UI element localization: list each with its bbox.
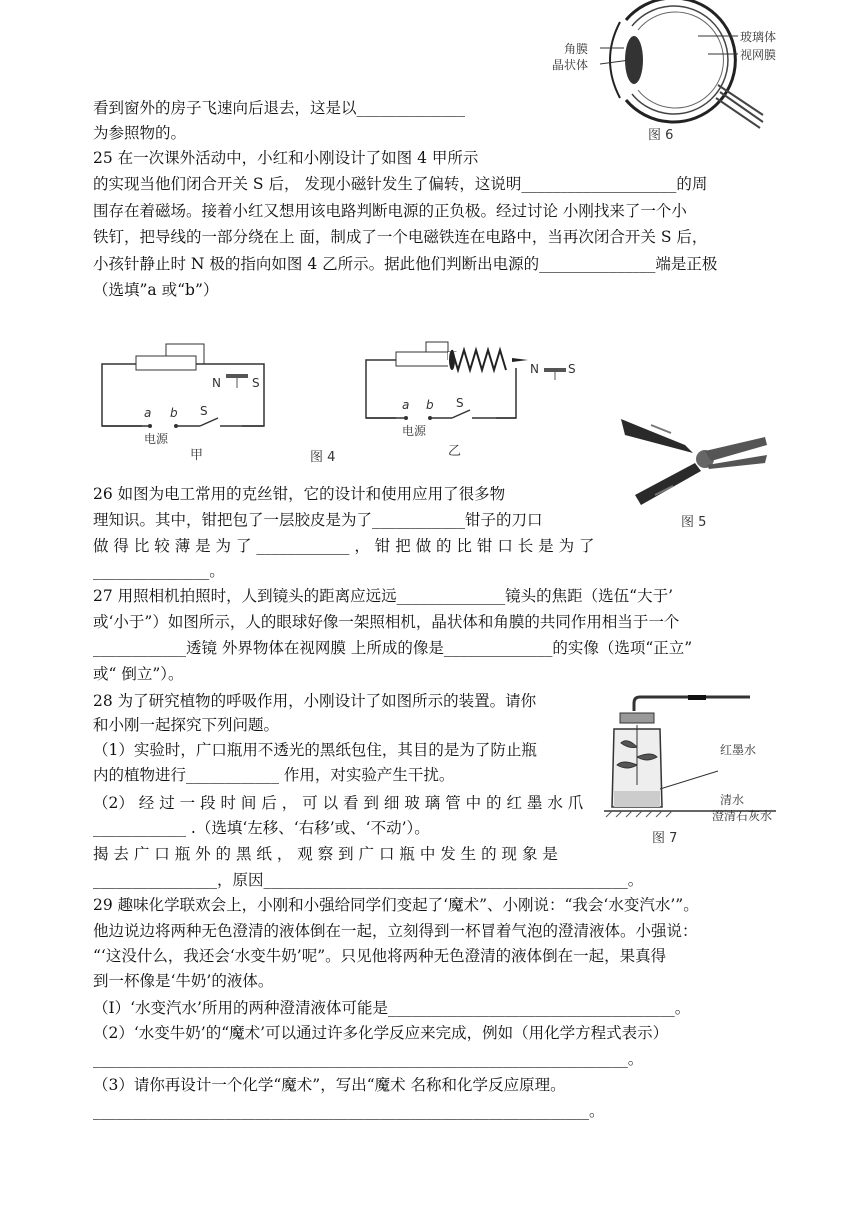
figure-6-eye — [548, 0, 778, 145]
text-line: _______________。 — [93, 562, 225, 580]
text-line: 内的植物进行____________ 作用，对实验产生干扰。 — [93, 766, 455, 784]
text-line: _____________________________________________________________________。 — [93, 1050, 644, 1068]
text-line: 铁钉，把导线的一部分绕在上 面，制成了一个电磁铁连在电路中，当再次闭合开关 S 后， — [93, 228, 708, 246]
text-line: 做 得 比 较 薄 是 为 了 ____________ ， 钳 把 做 的 比 钳 口 长 是 为 了 — [93, 537, 595, 555]
text-line: ________________________________________________________________。 — [93, 1102, 605, 1120]
text-line: （2）‘水变牛奶’的“魔术’可以通过许多化学反应来完成，例如（用化学方程式表示） — [93, 1024, 669, 1042]
label-s2-right: S — [568, 362, 576, 376]
label-s-right: S — [456, 396, 464, 410]
text-line: ____________ .（选填‘左移、‘右移’或、‘不动’）。 — [93, 819, 430, 837]
label-water: 清水 — [720, 793, 745, 807]
question-25: 25 在一次课外活动中，小红和小刚设计了如图 4 甲所示 — [93, 149, 479, 167]
figure-7-jar — [600, 695, 780, 850]
label-retina: 视网膜 — [740, 48, 777, 62]
text-line: 或“ 倒立”）。 — [93, 665, 184, 683]
text-line: “‘这没什么，我还会‘水变牛奶’呢”。只见他将两种无色澄清的液体倒在一起，果真得 — [93, 947, 667, 965]
caption-jia: 甲 — [190, 448, 204, 463]
text-line: 和小刚一起探究下列问题。 — [93, 716, 280, 734]
label-a-right: a — [402, 398, 410, 412]
label-lens: 晶状体 — [552, 58, 589, 72]
text-line: ________________，原因_______________________________________________。 — [93, 871, 644, 889]
caption-yi: 乙 — [448, 444, 462, 459]
text-line: （选填”a 或“b”） — [93, 281, 219, 299]
label-n-right: N — [530, 362, 539, 376]
label-s2-left: S — [252, 376, 260, 390]
question-29: 29 趣味化学联欢会上，小刚和小强给同学们变起了‘魔术”、小刚说：“我会‘水变汽水’”。 — [93, 896, 699, 914]
text-line: （2） 经 过 一 段 时 间 后 ， 可 以 看 到 细 玻 璃 管 中 的 红 墨 水 爪 — [93, 794, 584, 812]
figure-5-caption: 图 5 — [681, 515, 707, 530]
text-line: 理知识。其中，钳把包了一层胶皮是为了____________钳子的刀口 — [93, 511, 543, 529]
label-a-left: a — [144, 406, 152, 420]
label-cornea: 角膜 — [564, 42, 589, 56]
question-26: 26 如图为电工常用的克丝钳，它的设计和使用应用了很多物 — [93, 485, 506, 503]
text-line: （3）请你再设计一个化学“魔术”，写出“魔术 名称和化学反应原理。 — [93, 1076, 566, 1094]
figure-4-caption: 图 4 — [310, 450, 336, 465]
text-line: ____________透镜 外界物体在视网膜 上所成的像是______________的实像（选项“正立” — [93, 639, 693, 657]
label-limewater: 澄清石灰水 — [712, 809, 773, 823]
figure-5-pliers — [615, 405, 775, 530]
text-line: 的实现当他们闭合开关 S 后， 发现小磁针发生了偏转，这说明____________________的周 — [93, 175, 708, 193]
text-line: （1）实验时，广口瓶用不透光的黑纸包住，其目的是为了防止瓶 — [93, 741, 537, 759]
figure-6-caption: 图 6 — [648, 128, 674, 143]
label-b-left: b — [170, 406, 178, 420]
text-line: 看到窗外的房子飞速向后退去，这是以______________ — [93, 99, 466, 117]
text-line: （I）‘水变汽水’所用的两种澄清液体可能是_____________________________________。 — [93, 999, 691, 1017]
question-28: 28 为了研究植物的呼吸作用，小刚设计了如图所示的装置。请你 — [93, 692, 537, 710]
figure-4-circuits — [96, 340, 596, 465]
label-s-left: S — [200, 404, 208, 418]
text-line: 或‘小于”）如图所示，人的眼球好像一架照相机，晶状体和角膜的共同作用相当于一个 — [93, 613, 680, 631]
question-27: 27 用照相机拍照时，人到镜头的距离应远远______________镜头的焦距（选伍“大于’ — [93, 587, 674, 605]
text-line: 他边说边将两种无色澄清的液体倒在一起，立刻得到一杯冒着气泡的澄清液体。小强说： — [93, 922, 698, 940]
power-label-right: 电源 — [402, 424, 427, 438]
label-b-right: b — [426, 398, 434, 412]
figure-7-caption: 图 7 — [652, 831, 678, 846]
text-line: 围存在着磁场。接着小红又想用该电路判断电源的正负极。经过讨论 小刚找来了一个小 — [93, 202, 687, 220]
text-line: 为参照物的。 — [93, 124, 187, 142]
label-n-left: N — [212, 376, 221, 390]
power-label-left: 电源 — [144, 432, 169, 446]
text-line: 到一杯像是‘牛奶’的液体。 — [93, 972, 274, 990]
label-red-ink: 红墨水 — [720, 743, 757, 757]
text-line: 揭 去 广 口 瓶 外 的 黑 纸 ， 观 察 到 广 口 瓶 中 发 生 的 现 象 是 — [93, 845, 558, 863]
text-line: 小孩针静止时 N 极的指向如图 4 乙所示。据此他们判断出电源的_______________端是正极 — [93, 255, 718, 273]
label-vitreous: 玻璃体 — [740, 30, 777, 44]
